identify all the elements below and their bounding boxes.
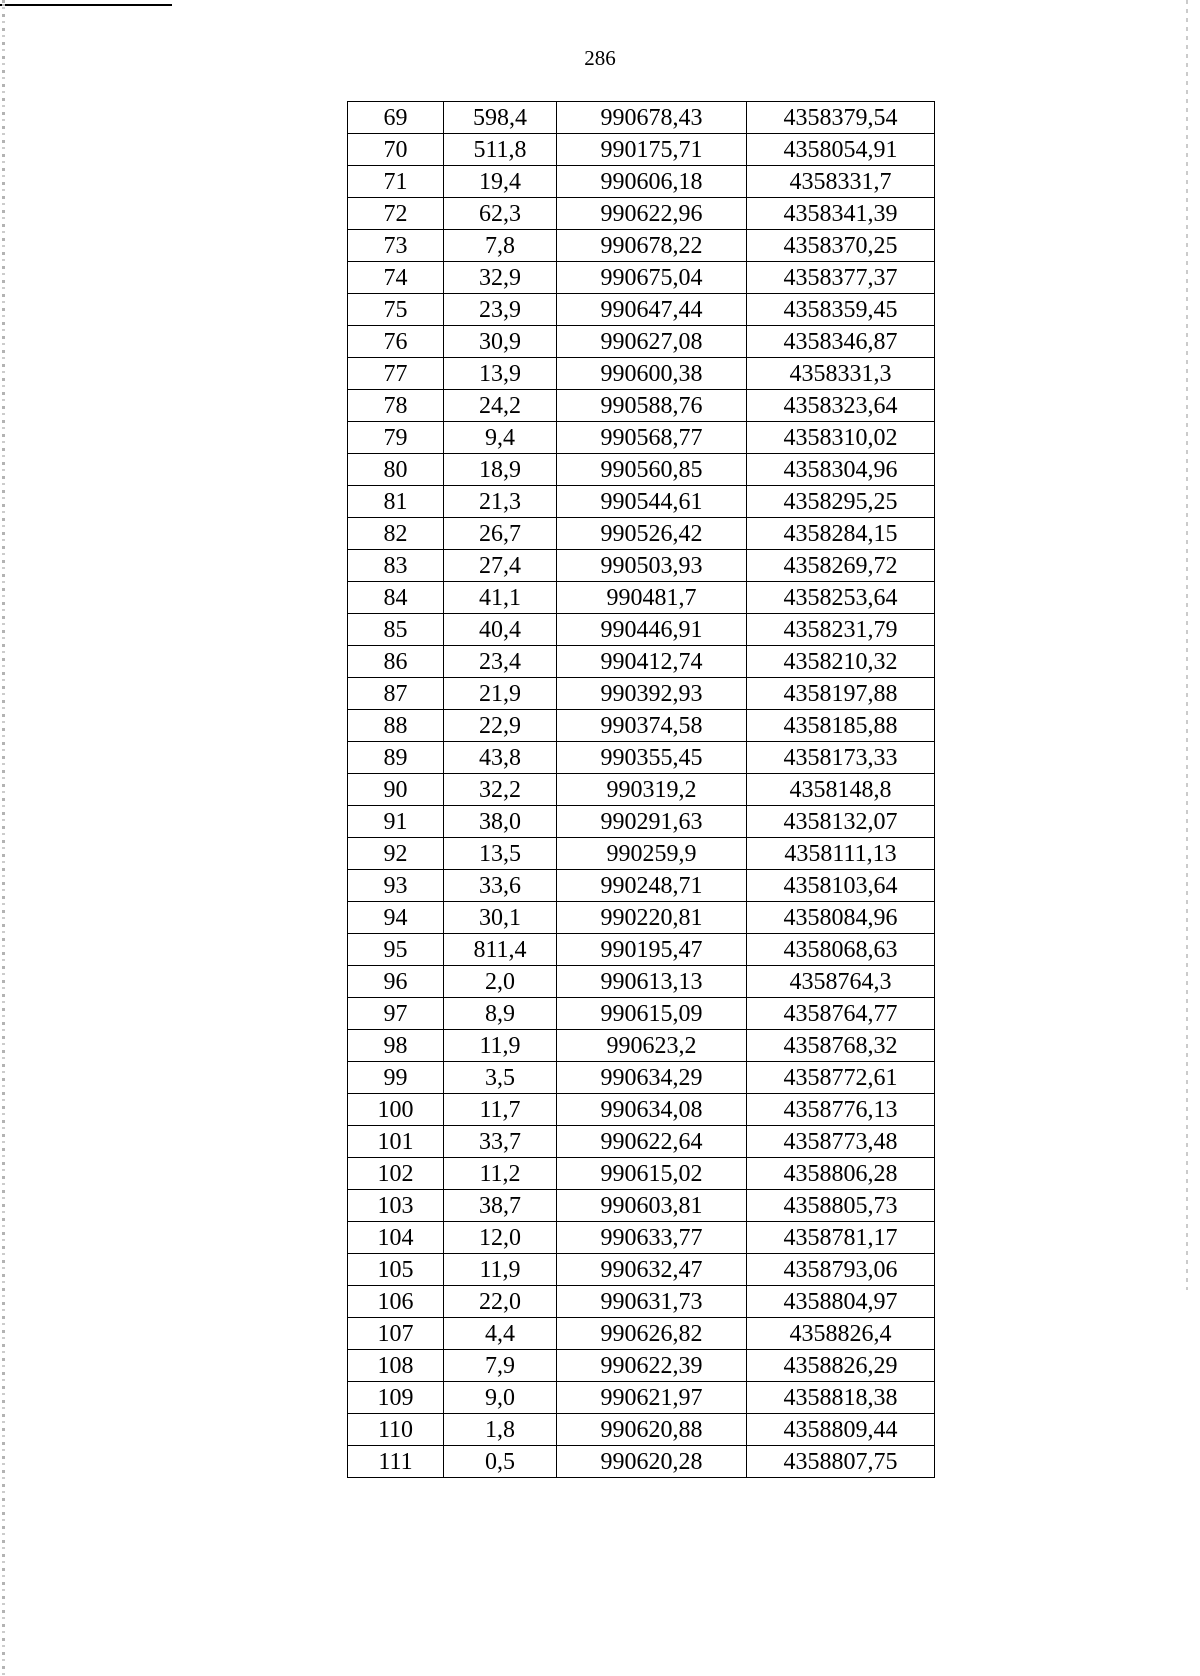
table-row xyxy=(348,998,935,1030)
length-cell: 62,3 xyxy=(444,198,557,230)
table-row xyxy=(348,966,935,998)
point-number-cell: 87 xyxy=(348,678,444,710)
y-coordinate-cell: 4358818,38 xyxy=(747,1382,935,1414)
x-coordinate-cell: 990647,44 xyxy=(557,294,747,326)
length-cell: 30,1 xyxy=(444,902,557,934)
x-coordinate-cell: 990412,74 xyxy=(557,646,747,678)
point-number-cell: 71 xyxy=(348,166,444,198)
point-number-cell: 111 xyxy=(348,1446,444,1478)
x-coordinate-cell: 990446,91 xyxy=(557,614,747,646)
table-row xyxy=(348,230,935,262)
length-cell: 18,9 xyxy=(444,454,557,486)
length-cell: 811,4 xyxy=(444,934,557,966)
x-coordinate-cell: 990678,43 xyxy=(557,102,747,134)
point-number-cell: 77 xyxy=(348,358,444,390)
length-cell: 32,2 xyxy=(444,774,557,806)
length-cell: 23,9 xyxy=(444,294,557,326)
point-number-cell: 76 xyxy=(348,326,444,358)
x-coordinate-cell: 990355,45 xyxy=(557,742,747,774)
point-number-cell: 104 xyxy=(348,1222,444,1254)
y-coordinate-cell: 4358331,3 xyxy=(747,358,935,390)
y-coordinate-cell: 4358197,88 xyxy=(747,678,935,710)
length-cell: 33,6 xyxy=(444,870,557,902)
point-number-cell: 74 xyxy=(348,262,444,294)
table-row xyxy=(348,358,935,390)
table-row xyxy=(348,1414,935,1446)
y-coordinate-cell: 4358772,61 xyxy=(747,1062,935,1094)
length-cell: 11,2 xyxy=(444,1158,557,1190)
x-coordinate-cell: 990392,93 xyxy=(557,678,747,710)
y-coordinate-cell: 4358773,48 xyxy=(747,1126,935,1158)
table-row xyxy=(348,806,935,838)
table-row xyxy=(348,1318,935,1350)
x-coordinate-cell: 990615,09 xyxy=(557,998,747,1030)
point-number-cell: 97 xyxy=(348,998,444,1030)
x-coordinate-cell: 990633,77 xyxy=(557,1222,747,1254)
x-coordinate-cell: 990620,28 xyxy=(557,1446,747,1478)
table-row xyxy=(348,646,935,678)
length-cell: 21,3 xyxy=(444,486,557,518)
y-coordinate-cell: 4358359,45 xyxy=(747,294,935,326)
table-row xyxy=(348,454,935,486)
point-number-cell: 98 xyxy=(348,1030,444,1062)
point-number-cell: 99 xyxy=(348,1062,444,1094)
x-coordinate-cell: 990623,2 xyxy=(557,1030,747,1062)
table-row xyxy=(348,1446,935,1478)
table-row xyxy=(348,422,935,454)
point-number-cell: 94 xyxy=(348,902,444,934)
y-coordinate-cell: 4358826,29 xyxy=(747,1350,935,1382)
table-row xyxy=(348,582,935,614)
y-coordinate-cell: 4358377,37 xyxy=(747,262,935,294)
x-coordinate-cell: 990600,38 xyxy=(557,358,747,390)
length-cell: 32,9 xyxy=(444,262,557,294)
y-coordinate-cell: 4358210,32 xyxy=(747,646,935,678)
point-number-cell: 95 xyxy=(348,934,444,966)
x-coordinate-cell: 990195,47 xyxy=(557,934,747,966)
table-row xyxy=(348,614,935,646)
y-coordinate-cell: 4358054,91 xyxy=(747,134,935,166)
table-row xyxy=(348,390,935,422)
x-coordinate-cell: 990248,71 xyxy=(557,870,747,902)
length-cell: 0,5 xyxy=(444,1446,557,1478)
length-cell: 13,5 xyxy=(444,838,557,870)
x-coordinate-cell: 990259,9 xyxy=(557,838,747,870)
x-coordinate-cell: 990374,58 xyxy=(557,710,747,742)
table-row xyxy=(348,870,935,902)
point-number-cell: 83 xyxy=(348,550,444,582)
table-row xyxy=(348,902,935,934)
y-coordinate-cell: 4358379,54 xyxy=(747,102,935,134)
length-cell: 33,7 xyxy=(444,1126,557,1158)
y-coordinate-cell: 4358768,32 xyxy=(747,1030,935,1062)
length-cell: 4,4 xyxy=(444,1318,557,1350)
table-row xyxy=(348,518,935,550)
length-cell: 24,2 xyxy=(444,390,557,422)
table-row xyxy=(348,1030,935,1062)
y-coordinate-cell: 4358781,17 xyxy=(747,1222,935,1254)
point-number-cell: 69 xyxy=(348,102,444,134)
y-coordinate-cell: 4358173,33 xyxy=(747,742,935,774)
table-row xyxy=(348,1350,935,1382)
length-cell: 41,1 xyxy=(444,582,557,614)
length-cell: 30,9 xyxy=(444,326,557,358)
length-cell: 43,8 xyxy=(444,742,557,774)
y-coordinate-cell: 4358764,3 xyxy=(747,966,935,998)
x-coordinate-cell: 990291,63 xyxy=(557,806,747,838)
y-coordinate-cell: 4358295,25 xyxy=(747,486,935,518)
point-number-cell: 79 xyxy=(348,422,444,454)
length-cell: 511,8 xyxy=(444,134,557,166)
y-coordinate-cell: 4358084,96 xyxy=(747,902,935,934)
page-number: 286 xyxy=(584,46,616,70)
table-row xyxy=(348,934,935,966)
x-coordinate-cell: 990627,08 xyxy=(557,326,747,358)
y-coordinate-cell: 4358111,13 xyxy=(747,838,935,870)
point-number-cell: 100 xyxy=(348,1094,444,1126)
x-coordinate-cell: 990319,2 xyxy=(557,774,747,806)
point-number-cell: 80 xyxy=(348,454,444,486)
point-number-cell: 109 xyxy=(348,1382,444,1414)
y-coordinate-cell: 4358807,75 xyxy=(747,1446,935,1478)
length-cell: 3,5 xyxy=(444,1062,557,1094)
x-coordinate-cell: 990615,02 xyxy=(557,1158,747,1190)
coordinates-table xyxy=(347,101,935,1478)
length-cell: 22,0 xyxy=(444,1286,557,1318)
x-coordinate-cell: 990544,61 xyxy=(557,486,747,518)
y-coordinate-cell: 4358269,72 xyxy=(747,550,935,582)
y-coordinate-cell: 4358185,88 xyxy=(747,710,935,742)
point-number-cell: 89 xyxy=(348,742,444,774)
point-number-cell: 73 xyxy=(348,230,444,262)
length-cell: 7,9 xyxy=(444,1350,557,1382)
x-coordinate-cell: 990613,13 xyxy=(557,966,747,998)
table-row xyxy=(348,1222,935,1254)
table-row xyxy=(348,1062,935,1094)
length-cell: 11,7 xyxy=(444,1094,557,1126)
x-coordinate-cell: 990620,88 xyxy=(557,1414,747,1446)
x-coordinate-cell: 990560,85 xyxy=(557,454,747,486)
y-coordinate-cell: 4358805,73 xyxy=(747,1190,935,1222)
table-row xyxy=(348,1094,935,1126)
x-coordinate-cell: 990622,64 xyxy=(557,1126,747,1158)
length-cell: 40,4 xyxy=(444,614,557,646)
x-coordinate-cell: 990568,77 xyxy=(557,422,747,454)
length-cell: 7,8 xyxy=(444,230,557,262)
point-number-cell: 86 xyxy=(348,646,444,678)
y-coordinate-cell: 4358809,44 xyxy=(747,1414,935,1446)
point-number-cell: 70 xyxy=(348,134,444,166)
y-coordinate-cell: 4358341,39 xyxy=(747,198,935,230)
y-coordinate-cell: 4358310,02 xyxy=(747,422,935,454)
length-cell: 22,9 xyxy=(444,710,557,742)
y-coordinate-cell: 4358826,4 xyxy=(747,1318,935,1350)
table-row xyxy=(348,1190,935,1222)
top-rule xyxy=(0,4,172,6)
x-coordinate-cell: 990626,82 xyxy=(557,1318,747,1350)
length-cell: 11,9 xyxy=(444,1030,557,1062)
point-number-cell: 90 xyxy=(348,774,444,806)
point-number-cell: 110 xyxy=(348,1414,444,1446)
y-coordinate-cell: 4358132,07 xyxy=(747,806,935,838)
length-cell: 9,4 xyxy=(444,422,557,454)
point-number-cell: 85 xyxy=(348,614,444,646)
point-number-cell: 102 xyxy=(348,1158,444,1190)
table-row xyxy=(348,486,935,518)
y-coordinate-cell: 4358793,06 xyxy=(747,1254,935,1286)
y-coordinate-cell: 4358764,77 xyxy=(747,998,935,1030)
x-coordinate-cell: 990481,7 xyxy=(557,582,747,614)
length-cell: 21,9 xyxy=(444,678,557,710)
table-row xyxy=(348,1382,935,1414)
point-number-cell: 81 xyxy=(348,486,444,518)
table-row xyxy=(348,326,935,358)
x-coordinate-cell: 990175,71 xyxy=(557,134,747,166)
length-cell: 9,0 xyxy=(444,1382,557,1414)
point-number-cell: 82 xyxy=(348,518,444,550)
length-cell: 38,0 xyxy=(444,806,557,838)
length-cell: 2,0 xyxy=(444,966,557,998)
length-cell: 19,4 xyxy=(444,166,557,198)
point-number-cell: 106 xyxy=(348,1286,444,1318)
point-number-cell: 92 xyxy=(348,838,444,870)
table-row xyxy=(348,838,935,870)
length-cell: 26,7 xyxy=(444,518,557,550)
x-coordinate-cell: 990631,73 xyxy=(557,1286,747,1318)
y-coordinate-cell: 4358804,97 xyxy=(747,1286,935,1318)
point-number-cell: 75 xyxy=(348,294,444,326)
table-row xyxy=(348,710,935,742)
table-row xyxy=(348,1126,935,1158)
length-cell: 13,9 xyxy=(444,358,557,390)
y-coordinate-cell: 4358806,28 xyxy=(747,1158,935,1190)
point-number-cell: 103 xyxy=(348,1190,444,1222)
y-coordinate-cell: 4358284,15 xyxy=(747,518,935,550)
point-number-cell: 93 xyxy=(348,870,444,902)
table-row xyxy=(348,1286,935,1318)
x-coordinate-cell: 990622,39 xyxy=(557,1350,747,1382)
y-coordinate-cell: 4358370,25 xyxy=(747,230,935,262)
point-number-cell: 72 xyxy=(348,198,444,230)
y-coordinate-cell: 4358331,7 xyxy=(747,166,935,198)
table-row xyxy=(348,294,935,326)
x-coordinate-cell: 990678,22 xyxy=(557,230,747,262)
length-cell: 598,4 xyxy=(444,102,557,134)
table-row xyxy=(348,262,935,294)
length-cell: 27,4 xyxy=(444,550,557,582)
point-number-cell: 105 xyxy=(348,1254,444,1286)
y-coordinate-cell: 4358253,64 xyxy=(747,582,935,614)
y-coordinate-cell: 4358304,96 xyxy=(747,454,935,486)
x-coordinate-cell: 990603,81 xyxy=(557,1190,747,1222)
y-coordinate-cell: 4358103,64 xyxy=(747,870,935,902)
point-number-cell: 84 xyxy=(348,582,444,614)
y-coordinate-cell: 4358068,63 xyxy=(747,934,935,966)
point-number-cell: 108 xyxy=(348,1350,444,1382)
length-cell: 1,8 xyxy=(444,1414,557,1446)
table-row xyxy=(348,678,935,710)
scan-edge-left xyxy=(2,0,5,1676)
table-row xyxy=(348,166,935,198)
table-row xyxy=(348,550,935,582)
y-coordinate-cell: 4358148,8 xyxy=(747,774,935,806)
x-coordinate-cell: 990606,18 xyxy=(557,166,747,198)
x-coordinate-cell: 990675,04 xyxy=(557,262,747,294)
point-number-cell: 78 xyxy=(348,390,444,422)
point-number-cell: 101 xyxy=(348,1126,444,1158)
table-row xyxy=(348,774,935,806)
table-row xyxy=(348,742,935,774)
x-coordinate-cell: 990220,81 xyxy=(557,902,747,934)
y-coordinate-cell: 4358231,79 xyxy=(747,614,935,646)
scan-edge-right xyxy=(1186,0,1188,1290)
point-number-cell: 107 xyxy=(348,1318,444,1350)
length-cell: 12,0 xyxy=(444,1222,557,1254)
point-number-cell: 91 xyxy=(348,806,444,838)
length-cell: 11,9 xyxy=(444,1254,557,1286)
point-number-cell: 88 xyxy=(348,710,444,742)
table-row xyxy=(348,1158,935,1190)
length-cell: 8,9 xyxy=(444,998,557,1030)
x-coordinate-cell: 990622,96 xyxy=(557,198,747,230)
table-row xyxy=(348,198,935,230)
x-coordinate-cell: 990634,08 xyxy=(557,1094,747,1126)
length-cell: 23,4 xyxy=(444,646,557,678)
table-row xyxy=(348,134,935,166)
y-coordinate-cell: 4358323,64 xyxy=(747,390,935,422)
point-number-cell: 96 xyxy=(348,966,444,998)
x-coordinate-cell: 990526,42 xyxy=(557,518,747,550)
x-coordinate-cell: 990588,76 xyxy=(557,390,747,422)
coordinates-table-body xyxy=(348,102,935,1478)
x-coordinate-cell: 990503,93 xyxy=(557,550,747,582)
x-coordinate-cell: 990634,29 xyxy=(557,1062,747,1094)
x-coordinate-cell: 990621,97 xyxy=(557,1382,747,1414)
length-cell: 38,7 xyxy=(444,1190,557,1222)
y-coordinate-cell: 4358346,87 xyxy=(747,326,935,358)
y-coordinate-cell: 4358776,13 xyxy=(747,1094,935,1126)
x-coordinate-cell: 990632,47 xyxy=(557,1254,747,1286)
table-row xyxy=(348,102,935,134)
table-row xyxy=(348,1254,935,1286)
